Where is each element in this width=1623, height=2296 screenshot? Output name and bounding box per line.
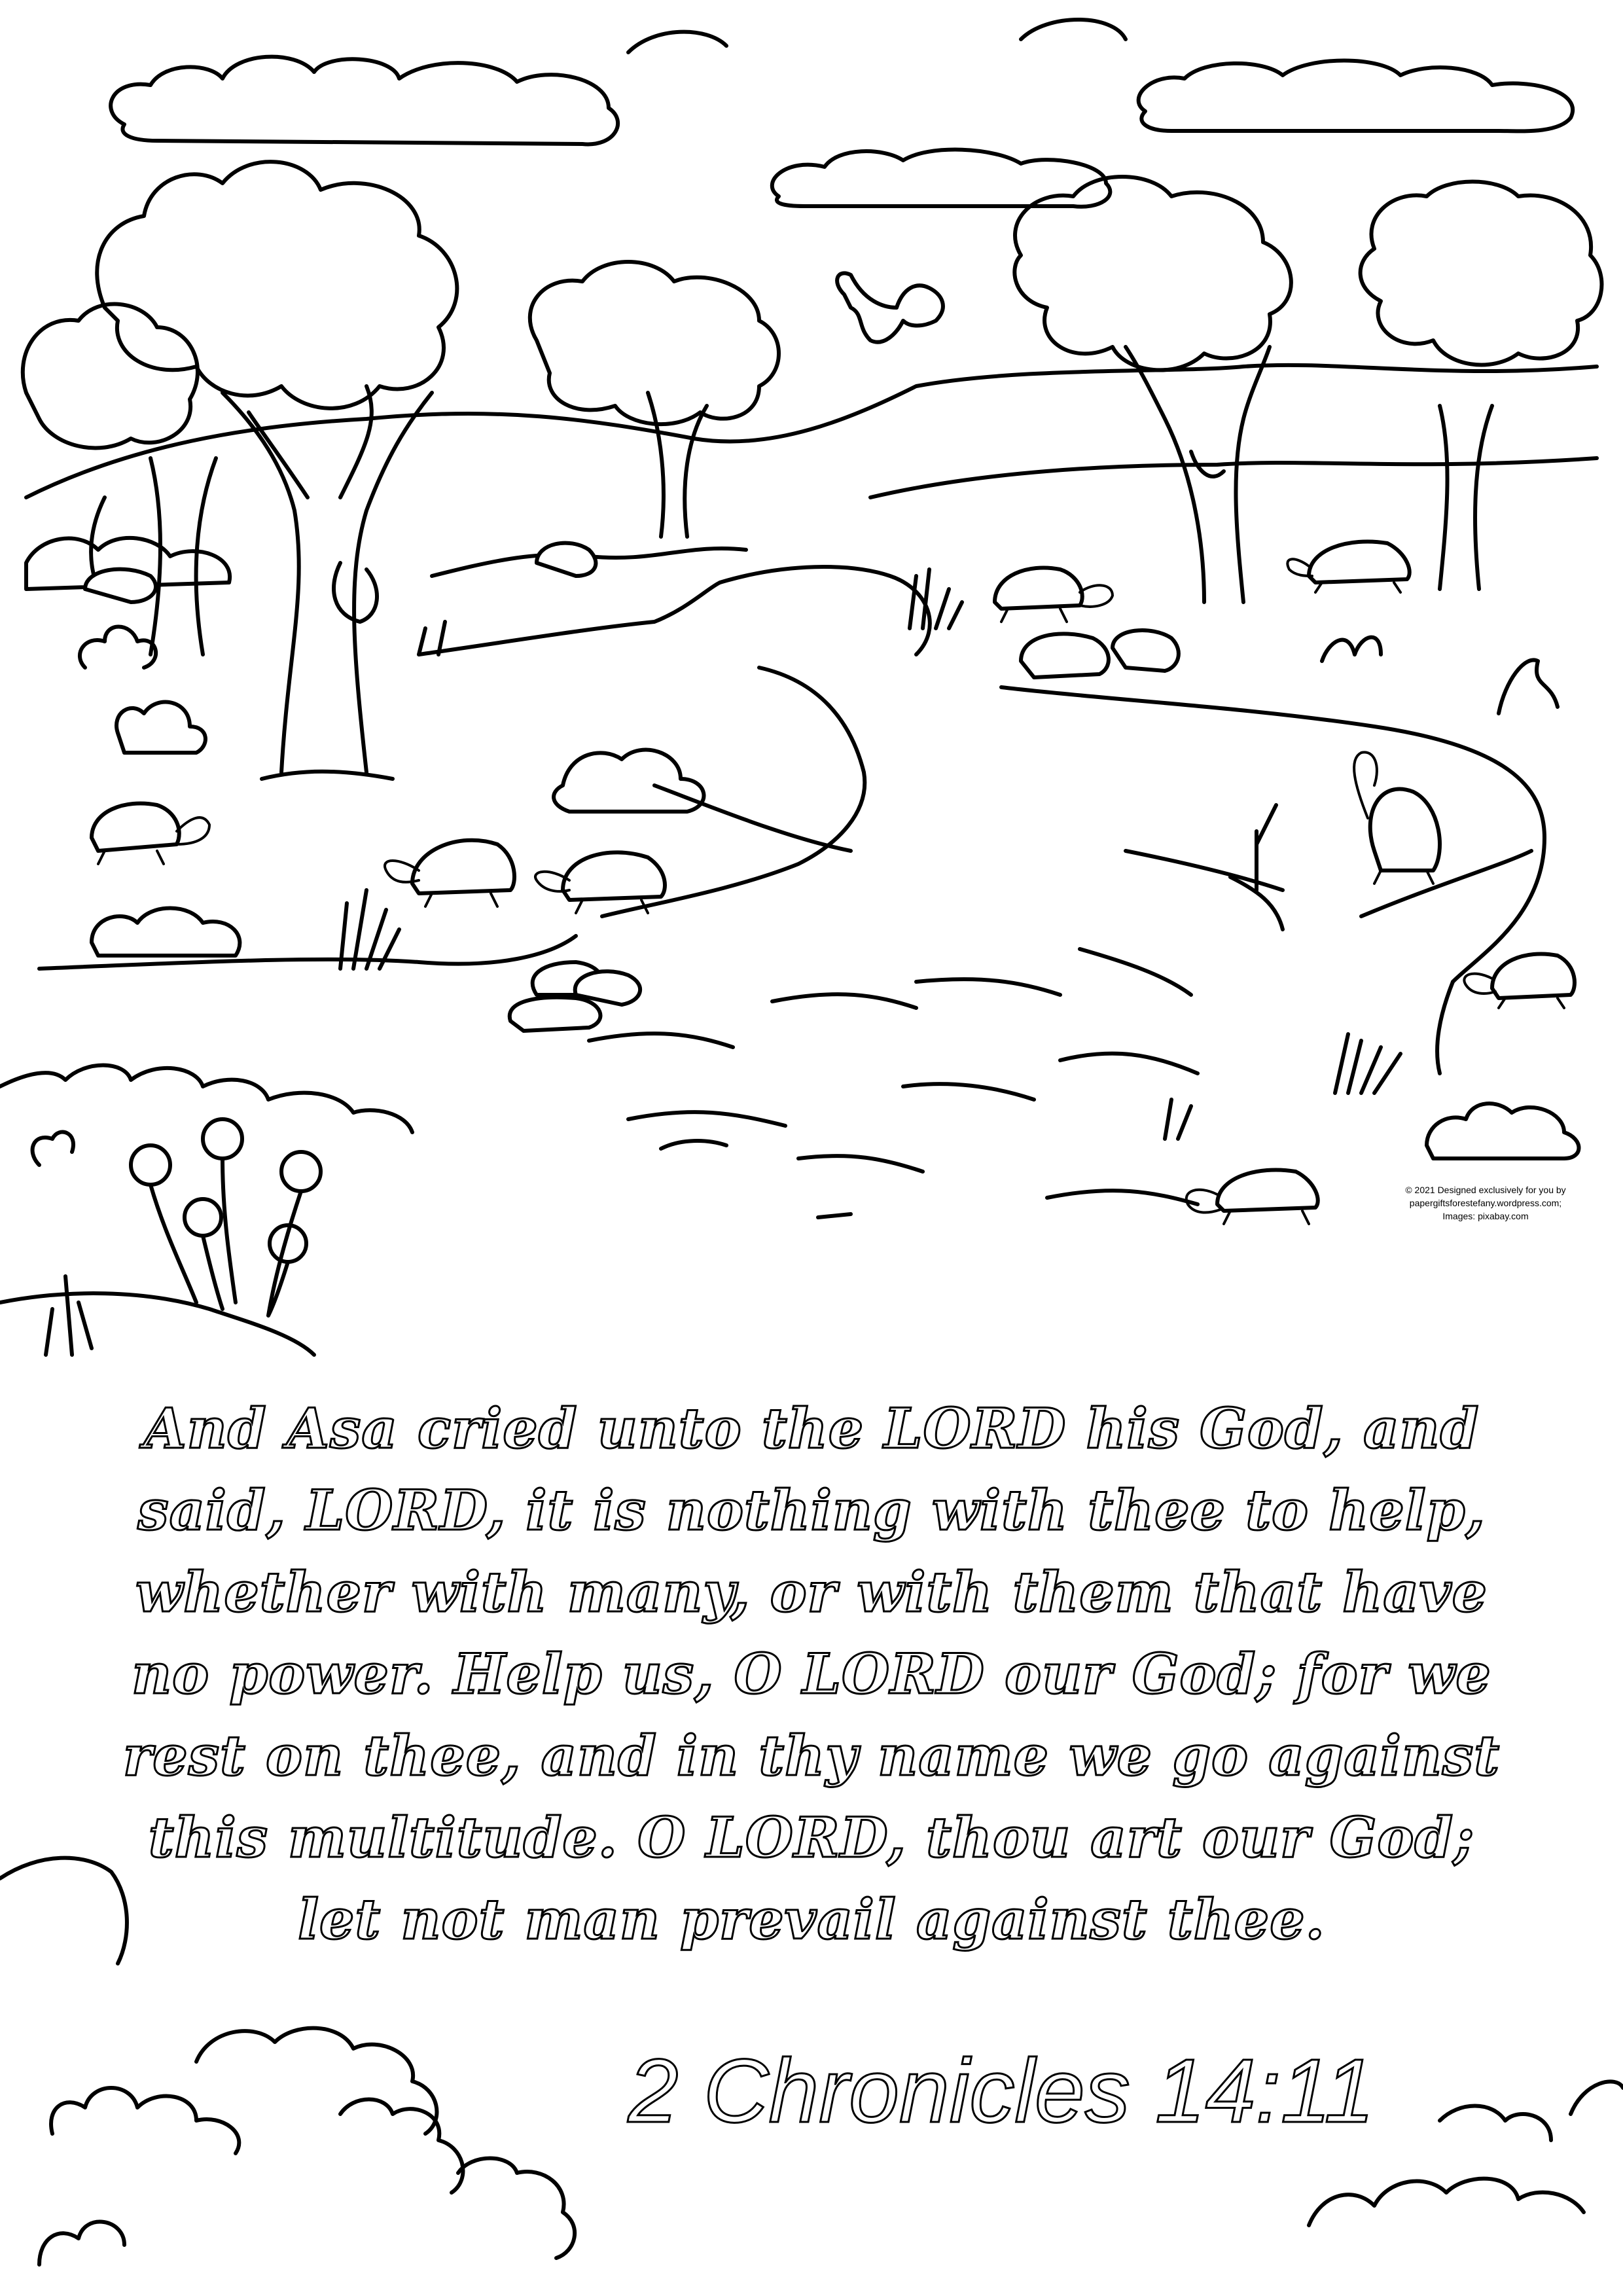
hill-line-lower [870,458,1597,497]
copyright-credit [1361,1183,1610,1223]
verse-line: no power. Help us, O LORD our God; for we [132,1641,1491,1706]
bird [837,273,943,342]
verse-line: said, LORD, it is nothing with thee to help, [137,1478,1486,1543]
verse-line: rest on thee, and in thy name we go against [123,1723,1500,1788]
tree-right [1361,182,1602,590]
tree-center [530,262,779,537]
verse-line: And Asa cried unto the LORD his God, and [143,1396,1480,1461]
tree-left-small [23,304,216,655]
verse-line: let not man prevail against thee. [298,1887,1325,1952]
verse-line: this multitude. O LORD, thou art our God; [148,1805,1475,1870]
turtle [385,840,514,906]
turtle [92,803,209,864]
credit-line: © 2021 Designed exclusively for you by [1405,1185,1566,1195]
bush-left-mid [80,627,240,956]
cloud-center [772,150,1111,207]
turtle [535,852,665,913]
tree-left-large [97,162,457,779]
tree-right-center [1014,177,1291,602]
verse-reference: 2 Chronicles 14:11 [628,2041,1375,2142]
bible-verse [111,1388,1512,1960]
turtle [1464,954,1575,1008]
river [39,548,1544,1217]
turtle [1287,541,1409,592]
cloud-top-right [628,20,1126,52]
bush-right-lower [1427,1103,1579,1158]
credit-line: papergiftsforestefany.wordpress.com; [1409,1198,1562,1208]
cloud-right [1139,61,1573,132]
credit-line: Images: pixabay.com [1442,1211,1529,1221]
turtle [1186,1170,1318,1224]
turtle [995,567,1113,622]
verse-line: whether with many, or with them that have [135,1560,1488,1624]
rocks-river [85,543,1179,1031]
turtle [1354,752,1440,884]
cloud-left [111,57,618,145]
bush-center-small [554,750,704,812]
flower-bush [0,1066,412,1355]
